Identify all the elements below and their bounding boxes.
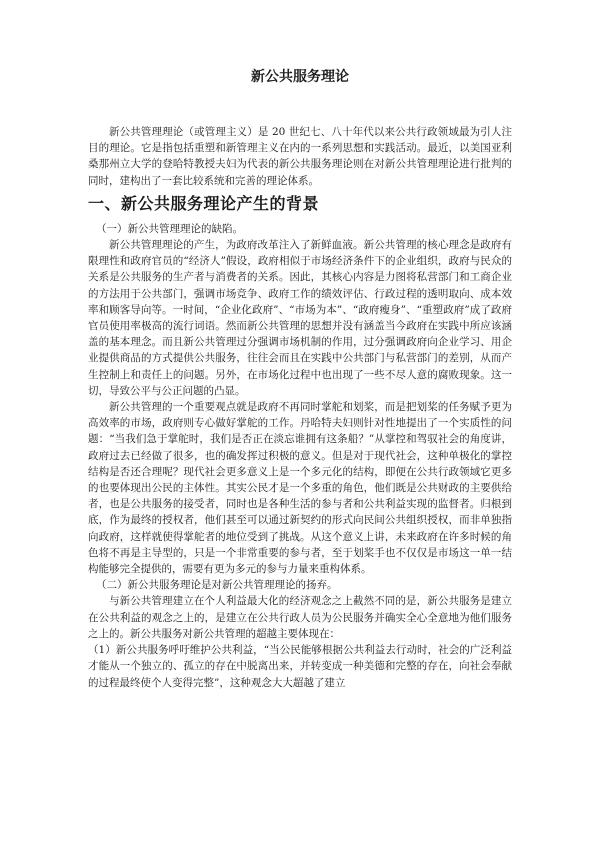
page-title: 新公共服务理论 — [251, 69, 349, 85]
paragraph-sublation-1: 与新公共管理建立在个人利益最大化的经济观念之上截然不同的是，新公共服务是建立在公共利益的观念之上的，是建立在公共行政人员为公民服务并确实全心全意地为他们服务之上的。新公共服务对新公共管理的超越主要体现在： — [88, 595, 512, 640]
subsection-heading-sublation: （二）新公共服务理论是对新公共管理理论的扬弃。 — [96, 579, 338, 592]
section-heading-background: 一、新公共服务理论产生的背景 — [88, 193, 320, 213]
paragraph-defects-1: 新公共管理理论的产生，为政府改革注入了新鲜血液。新公共管理的核心理念是政府有限理性和政府官员的“经济人”假设，政府相似于市场经济条件下的企业组织，政府与民众的关系是公共服务的生产者与消费者的关系。因此，其核心内容是力图将私营部门和工商企业的方法用于公共部门，强调市场竞争、政府工作的绩效评估、行政过程的透明取向、成本效率和顾客导向等。一时间，“企业化政府”、“市场为本”、“政府瘦身”、“重塑政府”成了政府官员使用率极高的流行词语。然而新公共管理的思想并没有涵盖当今政府在实践中所应该涵盖的基本理念。而且新公共管理过分强调市场机制的作用，过分强调政府向企业学习、用企业提供商品的方式提供公共服务，往往会而且在实践中公共部门与私营部门的差别，从而产生控制上和责任上的问题。另外，在市场化过程中也出现了一些不尽人意的腐败现象。这一切，导致公平与公正问题的凸显。 — [88, 239, 512, 397]
subsection-heading-defects: （一）新公共管理理论的缺陷。 — [96, 222, 243, 235]
list-item-1: （1）新公共服务呼吁维护公共利益，“当公民能够根据公共利益去行动时，社会的广泛利益才能从一个独立的、孤立的存在中脱离出来，并转变成一种美德和完整的存在，向社会奉献的过程最终使个人变得完整”，这种观念大大超越了建立 — [88, 644, 512, 689]
paragraph-defects-2: 新公共管理的一个重要观点就是政府不再同时掌舵和划桨，而是把划桨的任务赋予更为高效率的市场，政府则专心做好掌舵的工作。丹哈特夫妇则针对性地提出了一个实质性的问题：“当我们急于掌舵时，我们是否正在淡忘谁拥有这条船？”从掌控和驾驭社会的角度讲，政府过去已经做了很多，也的确发挥过积极的意义。但是对于现代社会，这种单极化的掌控结构是否还合理呢？现代社会更多意义上是一个多元化的结构，即便在公共行政领域它更多的也要体现出公民的主体性。其实公民才是一个多重的角色，他们既是公共财政的主要供给者，也是公共服务的接受者，同时也是各种生活的参与者和公共利益实现的监督者。归根到底，作为最终的授权者，他们甚至可以通过新契约的形式向民间公共组织授权，而非单独指向政府，这样就使得掌舵者的地位受到了挑战。从这个意义上讲，未来政府在许多时候的角色将不再是主导型的，只是一个非常重要的参与者，至于划桨手也不仅仅是市场这一单一结构能够完全提供的，需要有更为多元的参与力量来重构体系。 — [88, 401, 512, 576]
intro-paragraph: 新公共管理理论（或管理主义）是 20 世纪七、八十年代以来公共行政领域最为引人注目的理论。它是指包括重塑和新管理主义在内的一系列思想和实践活动。最近，以美国亚利桑那州立大学的登哈特教授夫妇为代表的新公共服务理论则在对新公共管理理论进行批判的同时，建构出了一套比较系统和完善的理论体系。 — [88, 126, 512, 187]
